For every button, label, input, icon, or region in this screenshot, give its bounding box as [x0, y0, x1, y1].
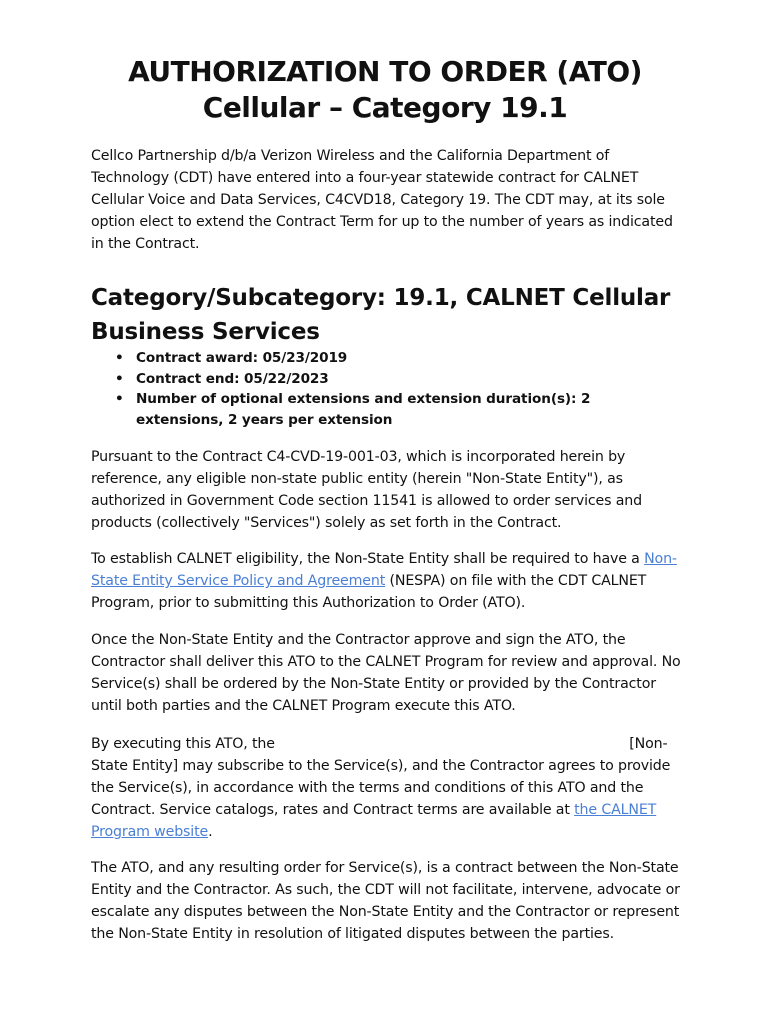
section-heading-line1: Category/Subcategory: 19.1, CALNET Cellular: [91, 285, 671, 311]
nespa-text-before: To establish CALNET eligibility, the Non-State Entity shall be required to have a: [91, 551, 645, 567]
execution-text-after: [Non-State Entity] may subscribe to the Service(s), and the Contractor agrees to provide the Service(s), in accordance with the terms and conditions of this ATO and the Contract. Service catalogs, rates and Contract terms are available at: [91, 736, 671, 818]
eligibility-paragraph: Pursuant to the Contract C4-CVD-19-001-03, which is incorporated herein by reference, any eligible non-state public entity (herein "Non-State Entity"), as authorized in Government Code section 11541 is allowed to order services and products (collectively "Services") solely as set forth in the Contract.: [91, 449, 642, 531]
page-title: AUTHORIZATION TO ORDER (ATO): [128, 55, 642, 88]
page-subtitle: Cellular – Category 19.1: [202, 91, 568, 124]
list-item-extensions: • Number of optional extensions and extension duration(s): 2 extensions, 2 years per extension: [91, 389, 681, 430]
section-heading-line2: Business Services: [91, 319, 320, 345]
nespa-paragraph: [91, 548, 681, 614]
contract-details-list: [91, 348, 681, 430]
nespa-link[interactable]: Non-State Entity Service Policy and Agreement: [91, 551, 677, 589]
list-item-contract-end: • Contract end: 05/22/2023: [91, 369, 681, 390]
execution-paragraph: [91, 733, 681, 843]
intro-paragraph: Cellco Partnership d/b/a Verizon Wireless and the California Department of Technology (CDT) have entered into a four-year statewide contract for CALNET Cellular Voice and Data Services, C4CVD18, Category 19. The CDT may, at its sole option elect to extend the Contract Term for up to the number of years as indicated in the Contract.: [91, 148, 673, 252]
list-item-contract-award: • Contract award: 05/23/2019: [91, 348, 681, 369]
calnet-website-link[interactable]: the CALNET Program website: [91, 802, 657, 840]
approval-paragraph: Once the Non-State Entity and the Contractor approve and sign the ATO, the Contractor shall deliver this ATO to the CALNET Program for review and approval. No Service(s) shall be ordered by the Non-State Entity or provided by the Contractor until both parties and the CALNET Program execute this ATO.: [91, 632, 681, 714]
section-heading: [91, 281, 691, 349]
disputes-paragraph: The ATO, and any resulting order for Service(s), is a contract between the Non-State Entity and the Contractor. As such, the CDT will not facilitate, intervene, advocate or escalate any disputes between the Non-State Entity and the Contractor or represent the Non-State Entity in resolution of litigated disputes between the parties.: [91, 860, 680, 942]
execution-text-end: .: [208, 824, 213, 840]
nespa-text-after: (NESPA) on file with the CDT CALNET Program, prior to submitting this Authorization to Order (ATO).: [91, 573, 647, 611]
execution-text-before: By executing this ATO, the: [91, 736, 280, 752]
